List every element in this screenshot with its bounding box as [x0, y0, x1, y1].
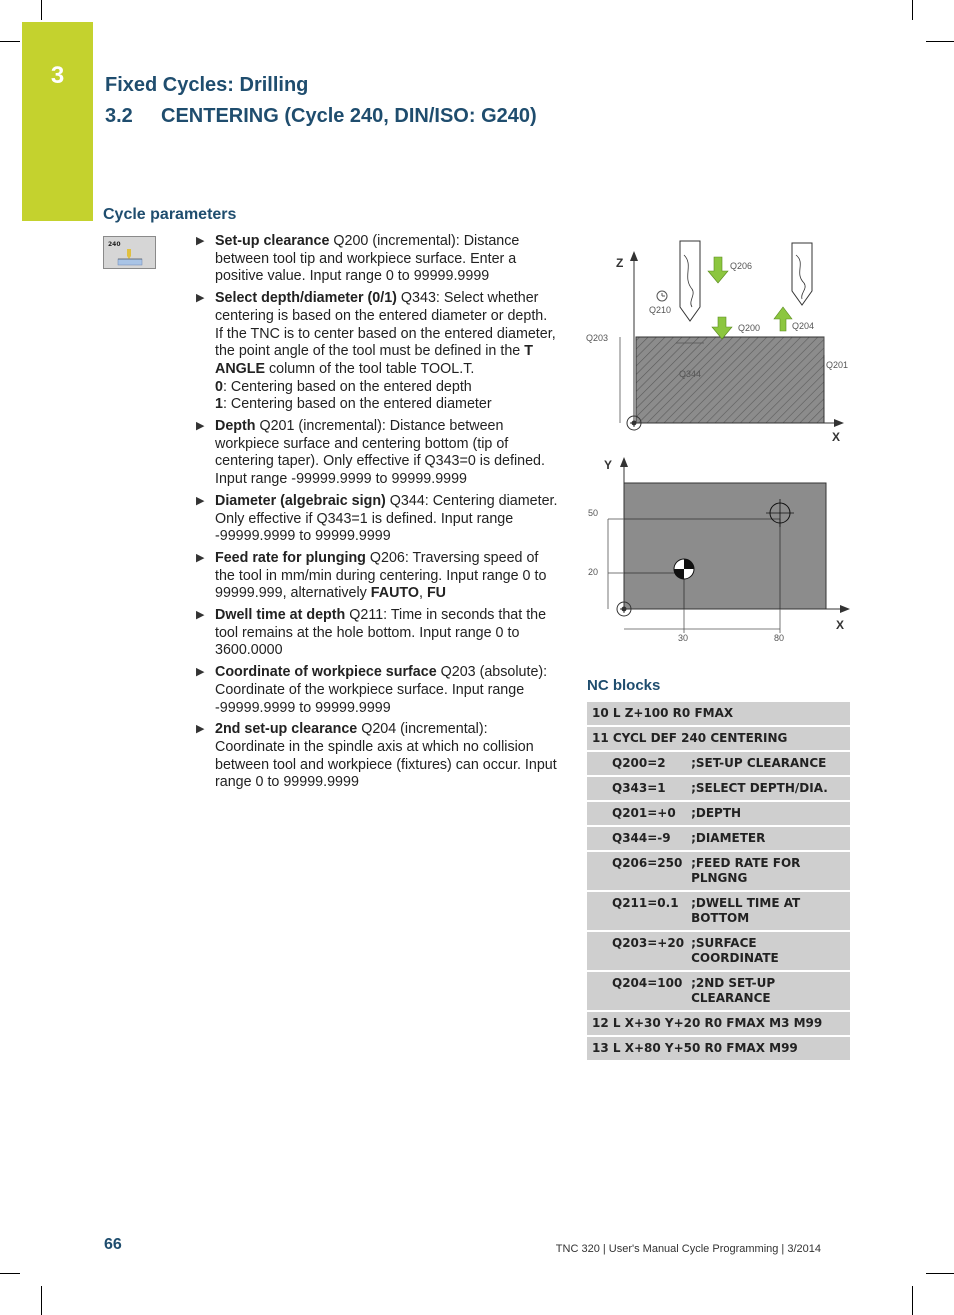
- table-row: [587, 827, 850, 850]
- table-row: [587, 1012, 850, 1035]
- param-desc: Q343: Select whether centering is based on the entered diameter or depth. If the TNC is to center based on the entered diameter, the point angle of the tool must be defined in the: [215, 290, 556, 360]
- crop-mark: [0, 41, 20, 42]
- crop-mark: [926, 41, 954, 42]
- nc-param: Q206=250: [587, 852, 689, 890]
- crop-mark: [912, 0, 913, 20]
- nc-comment: ;2ND SET-UP CLEARANCE: [689, 972, 850, 1010]
- q344-label: Q344: [679, 369, 702, 379]
- y20-label: 20: [588, 567, 599, 577]
- param-name: 2nd set-up clearance: [215, 721, 358, 738]
- param-q204: [193, 721, 559, 792]
- nc-comment: ;DEPTH: [689, 802, 850, 825]
- param-name: Diameter (algebraic sign): [215, 492, 386, 509]
- param-desc-cont: column of the tool table TOOL.T.: [265, 360, 475, 377]
- param-desc: Q203 (absolute): Coordinate of the workpiece surface. Input range -99999.9999 to 99999.9999: [215, 664, 548, 716]
- bullet-arrow-icon: ▶: [196, 494, 205, 507]
- param-desc: Q201 (incremental): Distance between workpiece surface and centering bottom (tip of centering taper). Only effective if Q343=0 is defined. Input range -99999.9999 to 99999.9999: [215, 418, 545, 488]
- workpiece-top: [624, 483, 826, 609]
- nc-comment: ;SURFACE COORDINATE: [689, 932, 850, 970]
- nc-block: 13 L X+80 Y+50 R0 FMAX M99: [587, 1037, 850, 1060]
- feed-arrow-icon: [708, 257, 728, 283]
- x80-label: 80: [774, 633, 785, 643]
- section-number: 3.2: [105, 105, 133, 127]
- table-row: [587, 802, 850, 825]
- param-desc: Q211: Time in seconds that the tool remains at the hole bottom. Input range 0 to 3600.0000: [215, 607, 547, 659]
- q206-label: Q206: [730, 261, 753, 271]
- table-row: [587, 702, 850, 725]
- nc-param: Q203=+20: [587, 932, 689, 970]
- nc-comment: ;FEED RATE FOR PLNGNG: [689, 852, 850, 890]
- param-name: Select depth/diameter (0/1): [215, 290, 397, 307]
- nc-blocks-heading: NC blocks: [587, 677, 661, 694]
- tool-left: [680, 241, 700, 321]
- q204-label: Q204: [792, 321, 815, 331]
- cycle-icon-label: 240: [108, 241, 121, 248]
- page-number: 66: [104, 1236, 122, 1253]
- param-term: FAUTO: [370, 585, 419, 602]
- param-desc: Q344: Centering diameter. Only effective if Q343=1 is defined. Input range -99999.9999 to 99999.9999: [215, 492, 558, 545]
- param-desc: Q200 (incremental): Distance between tool tip and workpiece surface. Enter a positive value. Input range 0 to 99999.9999: [215, 233, 520, 285]
- bullet-arrow-icon: ▶: [196, 551, 205, 564]
- nc-param: Q204=100: [587, 972, 689, 1010]
- nc-param: Q200=2: [587, 752, 689, 775]
- cycle-parameters-heading: Cycle parameters: [103, 206, 237, 223]
- x30-label: 30: [678, 633, 689, 643]
- param-q206: [193, 550, 559, 603]
- bullet-arrow-icon: ▶: [196, 609, 205, 622]
- q201-label: Q201: [826, 360, 849, 370]
- param-q343: [193, 290, 559, 414]
- centering-cycle-diagram: [580, 235, 850, 655]
- nc-param: Q211=0.1: [587, 892, 689, 930]
- option-key: 1: [215, 396, 223, 413]
- table-row: [587, 852, 850, 890]
- option-key: 0: [215, 378, 223, 395]
- table-row: [587, 1037, 850, 1060]
- bullet-arrow-icon: ▶: [196, 420, 205, 433]
- q210-label: Q210: [649, 305, 672, 315]
- crop-mark: [41, 1286, 42, 1315]
- param-desc: Q206: Traversing speed of the tool in mm/min during centering. Input range 0 to 99999.999, alternatively: [215, 549, 547, 602]
- param-term: FU: [426, 585, 447, 602]
- table-row: [587, 892, 850, 930]
- y-axis-label: Y: [604, 458, 613, 472]
- param-term: T ANGLE: [215, 343, 533, 377]
- param-name: Feed rate for plunging: [215, 549, 366, 566]
- table-row: [587, 727, 850, 750]
- table-row: [587, 972, 850, 1010]
- option-text: : Centering based on the entered diameter: [222, 396, 492, 413]
- nc-param: Q344=-9: [587, 827, 689, 850]
- y50-label: 50: [588, 508, 599, 518]
- nc-block: 11 CYCL DEF 240 CENTERING: [587, 727, 850, 750]
- bullet-arrow-icon: ▶: [196, 235, 205, 247]
- option-text: : Centering based on the entered depth: [222, 378, 472, 395]
- bullet-arrow-icon: ▶: [196, 723, 205, 736]
- crop-mark: [0, 1273, 20, 1274]
- section-name: CENTERING (Cycle 240, DIN/ISO: G240): [161, 105, 537, 127]
- q200-label: Q200: [738, 323, 761, 333]
- nc-block: 10 L Z+100 R0 FMAX: [587, 702, 850, 725]
- table-row: [587, 752, 850, 775]
- param-q203: [193, 664, 559, 717]
- crop-mark: [912, 1286, 913, 1315]
- crop-mark: [41, 0, 42, 20]
- crop-mark: [926, 1273, 954, 1274]
- chapter-tab: [22, 22, 93, 221]
- table-row: [587, 932, 850, 970]
- nc-blocks-table: [587, 700, 850, 1062]
- separator: ,: [419, 585, 427, 602]
- section-title: [105, 105, 537, 128]
- nc-comment: ;DWELL TIME AT BOTTOM: [689, 892, 850, 930]
- z-axis-label: Z: [616, 256, 624, 270]
- nc-comment: ;SELECT DEPTH/DIA.: [689, 777, 850, 800]
- q203-label: Q203: [586, 333, 609, 343]
- nc-comment: ;DIAMETER: [689, 827, 850, 850]
- workpiece-side: [636, 337, 824, 423]
- chapter-title: Fixed Cycles: Drilling: [105, 74, 309, 96]
- nc-comment: ;SET-UP CLEARANCE: [689, 752, 850, 775]
- param-name: Coordinate of workpiece surface: [215, 664, 437, 681]
- param-desc: Q204 (incremental): Coordinate in the spindle axis at which no collision between tool and workpiece (fixtures) can occur. Input range 0 to 99999.9999: [215, 721, 557, 791]
- x-axis-label-top: X: [836, 618, 845, 632]
- nc-block: 12 L X+30 Y+20 R0 FMAX M3 M99: [587, 1012, 850, 1035]
- param-name: Dwell time at depth: [215, 607, 346, 624]
- chapter-number: 3: [50, 62, 65, 89]
- nc-param: Q201=+0: [587, 802, 689, 825]
- clearance-arrow-icon: [712, 317, 732, 339]
- page-footer: TNC 320 | User's Manual Cycle Programming | 3/2014: [555, 1243, 821, 1255]
- cycle-240-icon: [103, 236, 156, 269]
- param-q344: [193, 493, 559, 546]
- bullet-arrow-icon: ▶: [196, 292, 205, 305]
- param-name: Set-up clearance: [215, 233, 330, 249]
- retract-arrow-icon: [774, 307, 792, 331]
- param-q200: [193, 233, 559, 286]
- cycle-parameter-list: [193, 233, 559, 796]
- table-row: [587, 777, 850, 800]
- x-axis-label: X: [832, 430, 841, 444]
- param-name: Depth: [215, 418, 256, 435]
- param-q211: [193, 607, 559, 660]
- param-q201: [193, 418, 559, 489]
- bullet-arrow-icon: ▶: [196, 666, 205, 679]
- nc-param: Q343=1: [587, 777, 689, 800]
